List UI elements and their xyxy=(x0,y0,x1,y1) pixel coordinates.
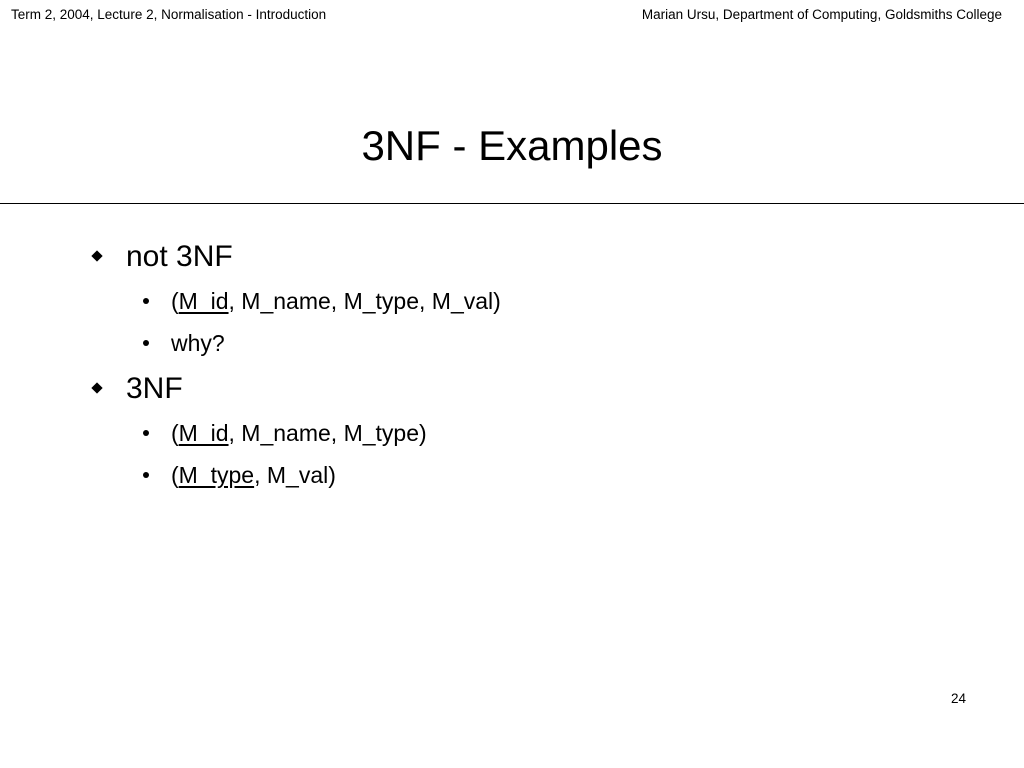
relation-schema-3nf-2 xyxy=(171,460,336,490)
dot-bullet-icon xyxy=(143,430,149,436)
header-course-info: Term 2, 2004, Lecture 2, Normalisation - Introduction xyxy=(11,7,327,22)
dot-bullet-icon xyxy=(143,340,149,346)
relation-attributes: , M_name, M_type, M_val) xyxy=(228,288,501,314)
slide-title: 3NF - Examples xyxy=(361,122,663,169)
primary-key-attribute: M_id xyxy=(178,420,229,446)
bullet-not-3nf: not 3NF xyxy=(126,240,233,273)
relation-attributes: , M_name, M_type) xyxy=(228,420,427,446)
relation-open-paren: ( xyxy=(171,288,179,314)
question-why: why? xyxy=(171,330,225,356)
diamond-bullet-icon xyxy=(91,382,102,393)
page-number: 24 xyxy=(951,691,967,706)
title-divider xyxy=(0,203,1024,204)
relation-attributes: , M_val) xyxy=(254,462,336,488)
relation-open-paren: ( xyxy=(171,420,179,446)
diamond-bullet-icon xyxy=(91,250,102,261)
header-author-info: Marian Ursu, Department of Computing, Goldsmiths College xyxy=(641,7,1002,22)
dot-bullet-icon xyxy=(143,472,149,478)
relation-schema-not-3nf xyxy=(171,286,501,316)
dot-bullet-icon xyxy=(143,298,149,304)
primary-key-attribute: M_type xyxy=(178,462,255,488)
primary-key-attribute: M_id xyxy=(178,288,229,314)
relation-schema-3nf-1 xyxy=(171,418,427,448)
relation-open-paren: ( xyxy=(171,462,179,488)
bullet-3nf: 3NF xyxy=(126,372,183,405)
